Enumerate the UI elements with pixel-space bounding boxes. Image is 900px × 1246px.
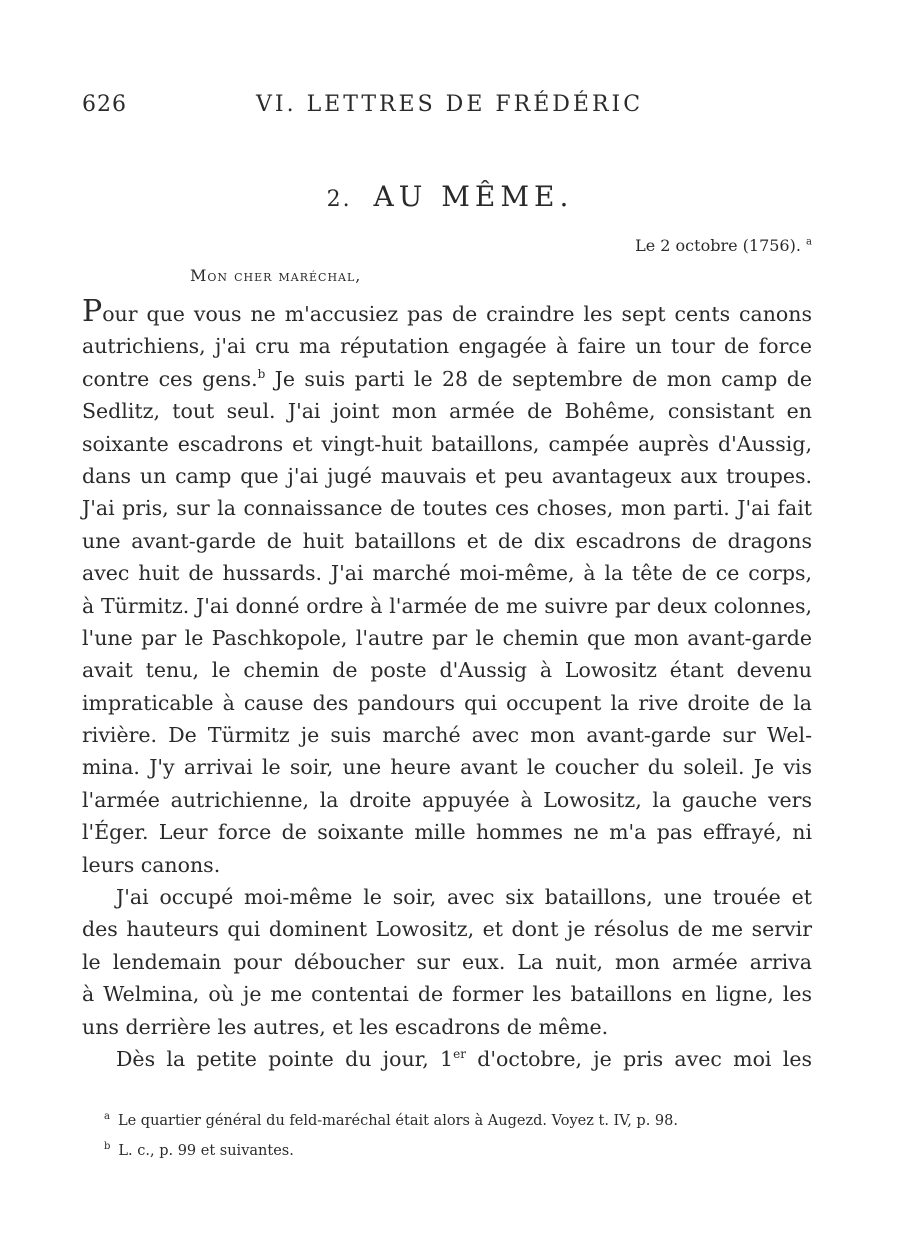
body-line: le lendemain pour déboucher sur eux. La nuit, mon armée arriva xyxy=(82,949,812,974)
body-line: avait tenu, le chemin de poste d'Aussig à Lowositz étant devenu xyxy=(82,658,812,683)
body-line: une avant-garde de huit bataillons et de dix escadrons de dragons xyxy=(82,528,812,553)
letter-number: 2. xyxy=(326,187,352,212)
body-line: J'ai pris, sur la connaissance de toutes ces choses, mon parti. J'ai fait xyxy=(82,496,812,521)
body-line: J'ai occupé moi-même le soir, avec six bataillons, une trouée et xyxy=(116,885,812,910)
body-line: soixante escadrons et vingt-huit bataillons, campée auprès d'Aussig, xyxy=(82,431,812,456)
body-line: Sedlitz, tout seul. J'ai joint mon armée de Bohême, consistant en xyxy=(82,399,812,424)
running-title: VI. LETTRES DE FRÉDÉRIC xyxy=(256,92,644,117)
date-footnote-marker: a xyxy=(806,236,812,248)
body-line: leurs canons. xyxy=(82,852,221,877)
body-line: à Welmina, où je me contentai de former les bataillons en ligne, les xyxy=(82,982,812,1007)
body-line: l'une par le Paschkopole, l'autre par le chemin que mon avant-garde xyxy=(82,625,812,650)
footnote-text: L. c., p. 99 et suivantes. xyxy=(118,1142,294,1159)
body-line: uns derrière les autres, et les escadrons de même. xyxy=(82,1014,609,1039)
footnote-marker: b xyxy=(104,1140,111,1152)
body-line: l'Éger. Leur force de soixante mille hommes ne m'a pas effrayé, ni xyxy=(82,820,812,845)
body-line: des hauteurs qui dominent Lowositz, et dont je résolus de me servir xyxy=(82,917,812,942)
page-number: 626 xyxy=(82,92,127,117)
letter-body xyxy=(82,294,812,1075)
footnote-marker: a xyxy=(104,1111,110,1122)
body-line: autrichiens, j'ai cru ma réputation engagée à faire un tour de force xyxy=(82,334,812,359)
footnote xyxy=(104,1134,804,1164)
body-line: mina. J'y arrivai le soir, une heure avant le coucher du soleil. Je vis xyxy=(82,755,812,780)
drop-cap: P xyxy=(82,294,103,329)
body-line: contre ces gens.$^b$ Je suis parti le 28 de septembre de mon camp de xyxy=(82,366,812,391)
running-head xyxy=(82,92,812,122)
body-line: Dès la petite pointe du jour, 1er d'octobre, je pris avec moi les xyxy=(116,1046,812,1071)
footnotes xyxy=(104,1104,804,1164)
body-line: l'armée autrichienne, la droite appuyée à Lowositz, la gauche vers xyxy=(82,787,812,812)
letter-heading xyxy=(0,180,900,213)
ordinal-suffix: er xyxy=(453,1047,466,1062)
body-line: rivière. De Türmitz je suis marché avec mon avant-garde sur Wel- xyxy=(82,723,812,748)
footnote-ref: b xyxy=(257,366,266,381)
body-line: avec huit de hussards. J'ai marché moi-même, à la tête de ce corps, xyxy=(82,561,812,586)
body-line: à Türmitz. J'ai donné ordre à l'armée de me suivre par deux colonnes, xyxy=(82,593,812,618)
footnote xyxy=(104,1104,804,1134)
date-text: Le 2 octobre (1756). xyxy=(635,236,801,255)
letter-title: AU MÊME. xyxy=(373,180,574,213)
letter-date xyxy=(635,236,812,255)
body-line: Pour que vous ne m'accusiez pas de craindre les sept cents canons xyxy=(82,294,812,329)
body-line: impraticable à cause des pandours qui occupent la rive droite de la xyxy=(82,690,812,715)
footnote-text: Le quartier général du feld-maréchal était alors à Augezd. Voyez t. IV, p. 98. xyxy=(117,1112,678,1129)
salutation: Mon cher maréchal, xyxy=(190,266,362,285)
body-line: dans un camp que j'ai jugé mauvais et peu avantageux aux troupes. xyxy=(82,463,812,488)
